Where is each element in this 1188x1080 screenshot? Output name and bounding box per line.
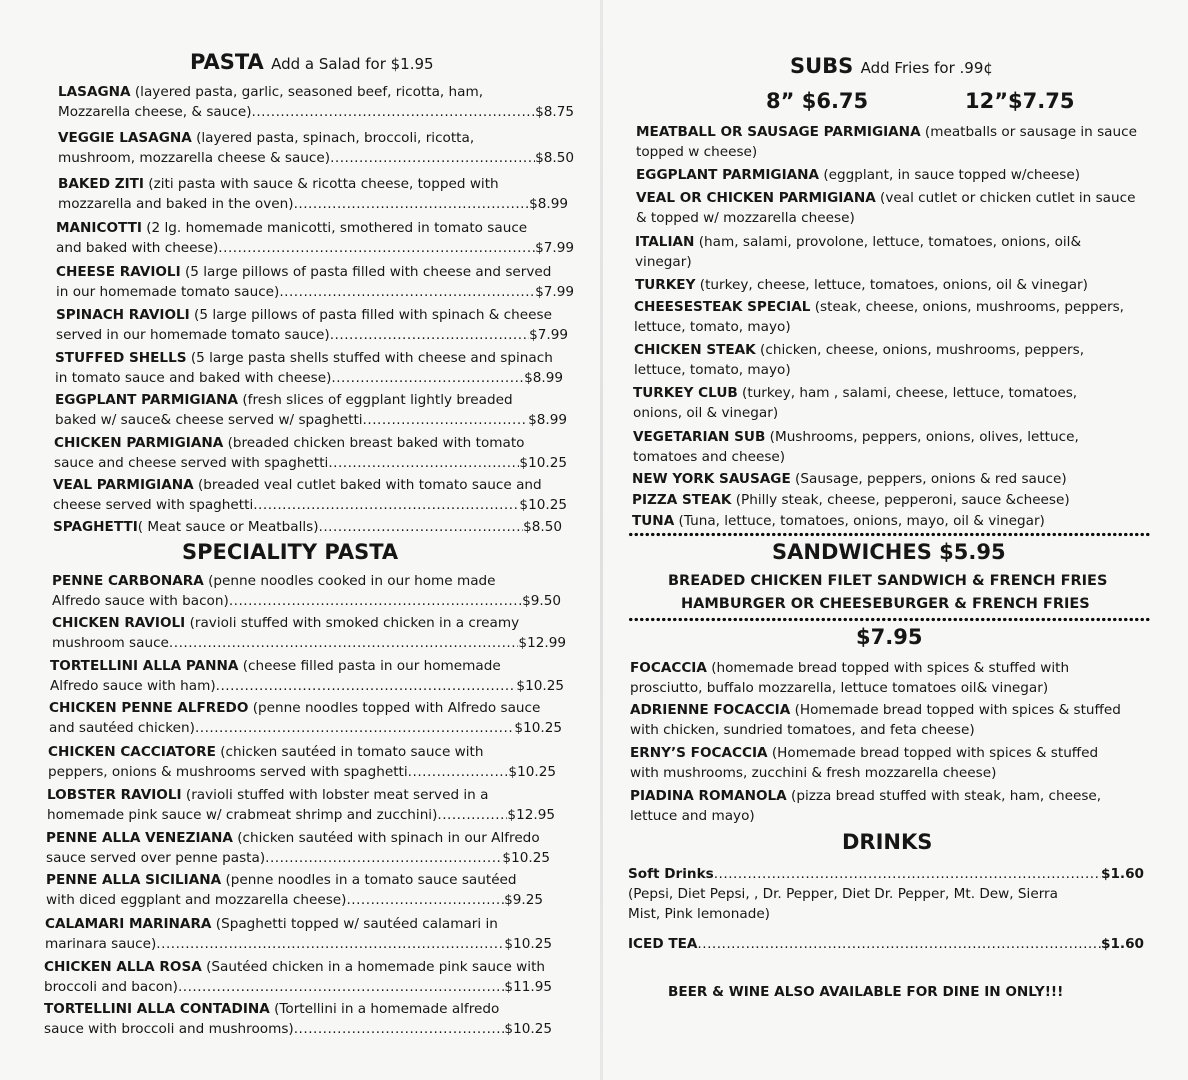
item-price: $10.25 xyxy=(519,455,567,471)
item-price: $10.25 xyxy=(504,936,552,952)
menu-item-chicken-parmigiana: CHICKEN PARMIGIANA (breaded chicken breast baked with tomato sauce and cheese served with spaghetti ..... $10.25 xyxy=(54,433,567,473)
sandwich-hamburger: HAMBURGER OR CHEESEBURGER & FRENCH FRIES xyxy=(681,596,1090,612)
item-price: $10.25 xyxy=(502,850,550,866)
menu-item-spaghetti: SPAGHETTI ( Meat sauce or Meatballs) ..... $8.50 xyxy=(53,517,562,537)
speciality-title: SPECIALITY PASTA xyxy=(182,540,399,564)
menu-item-spinach-ravioli: SPINACH RAVIOLI (5 large pillows of pasta filled with spinach & cheese served in our homemade tomato sauce) ..... $7.99 xyxy=(56,305,568,345)
focaccia-item-erny: ERNY’S FOCACCIA (Homemade bread topped with spices & stuffed with mushrooms, zucchini & fresh mozzarella cheese) xyxy=(630,745,1099,781)
menu-item-manicotti: MANICOTTI (2 lg. homemade manicotti, smothered in tomato sauce and baked with cheese) ..... $7.99 xyxy=(56,218,574,258)
menu-item-tortellini-alla-panna: TORTELLINI ALLA PANNA (cheese filled pasta in our homemade Alfredo sauce with ham) ..... $10.25 xyxy=(50,656,564,696)
focaccia-item-piadina-romanola: PIADINA ROMANOLA (pizza bread stuffed with steak, ham, cheese, lettuce and mayo) xyxy=(630,788,1102,824)
sub-item-chicken-steak: CHICKEN STEAK (chicken, cheese, onions, mushrooms, peppers, lettuce, tomato, mayo) xyxy=(634,342,1085,378)
subs-title: SUBS xyxy=(790,54,854,78)
drink-item-soft-drinks: Soft Drinks ..... $1.60 (Pepsi, Diet Pepsi, , Dr. Pepper, Diet Dr. Pepper, Mt. Dew, Sierra Mist, Pink lemonade) xyxy=(628,864,1144,924)
pasta-heading xyxy=(190,50,434,74)
subs-subtitle: Add Fries for .99¢ xyxy=(860,59,993,77)
sandwich-chicken-filet: BREADED CHICKEN FILET SANDWICH & FRENCH FRIES xyxy=(668,573,1108,589)
item-price: $8.50 xyxy=(535,150,574,166)
sub-item-veal-chicken-parmigiana: VEAL OR CHICKEN PARMIGIANA (veal cutlet or chicken cutlet in sauce & topped w/ mozzarella cheese) xyxy=(636,190,1136,226)
page-fold xyxy=(600,0,603,1080)
item-price: $12.95 xyxy=(507,807,555,823)
menu-item-penne-carbonara: PENNE CARBONARA (penne noodles cooked in our home made Alfredo sauce with bacon) ..... $9.50 xyxy=(52,571,561,611)
item-price: $8.75 xyxy=(535,104,574,120)
item-price: $10.25 xyxy=(519,497,567,513)
menu-item-chicken-cacciatore: CHICKEN CACCIATORE (chicken sautéed in tomato sauce with peppers, onions & mushrooms served with spaghetti ..... $10.25 xyxy=(48,742,556,782)
menu-item-chicken-alla-rosa: CHICKEN ALLA ROSA (Sautéed chicken in a homemade pink sauce with broccoli and bacon) ..... $11.95 xyxy=(44,957,552,997)
drinks-title: DRINKS xyxy=(842,830,933,854)
sub-price-12-inch: 12”$7.75 xyxy=(965,89,1075,113)
sandwiches-title: SANDWICHES $5.95 xyxy=(772,540,1006,564)
item-price: $10.25 xyxy=(504,1021,552,1037)
sub-price-8-inch: 8” $6.75 xyxy=(766,89,869,113)
sub-item-meatball-sausage-parmigiana: MEATBALL OR SAUSAGE PARMIGIANA (meatballs or sausage in sauce topped w cheese) xyxy=(636,124,1137,160)
focaccia-price: $7.95 xyxy=(856,625,923,649)
item-price: $1.60 xyxy=(1101,866,1144,882)
menu-item-stuffed-shells: STUFFED SHELLS (5 large pasta shells stuffed with cheese and spinach in tomato sauce and baked with cheese) ..... $8.99 xyxy=(55,348,563,388)
item-price: $1.60 xyxy=(1101,936,1144,952)
item-price: $10.25 xyxy=(516,678,564,694)
focaccia-item-adrienne: ADRIENNE FOCACCIA (Homemade bread topped with spices & stuffed with chicken, sundried tomatoes, and feta cheese) xyxy=(630,702,1121,738)
item-price: $7.99 xyxy=(535,284,574,300)
menu-item-baked-ziti: BAKED ZITI (ziti pasta with sauce & ricotta cheese, topped with mozzarella and baked in the oven) ..... $8.99 xyxy=(58,174,568,214)
focaccia-item-focaccia: FOCACCIA (homemade bread topped with spices & stuffed with prosciutto, buffalo mozzarella, lettuce tomatoes oil& vinegar) xyxy=(630,660,1070,696)
sub-item-turkey: TURKEY (turkey, cheese, lettuce, tomatoes, onions, oil & vinegar) xyxy=(635,277,1088,293)
menu-item-lobster-ravioli: LOBSTER RAVIOLI (ravioli stuffed with lobster meat served in a homemade pink sauce w/ crabmeat shrimp and zucchini) ..... $12.95 xyxy=(47,785,555,825)
sub-item-eggplant-parmigiana: EGGPLANT PARMIGIANA (eggplant, in sauce topped w/cheese) xyxy=(636,167,1081,183)
menu-item-chicken-penne-alfredo: CHICKEN PENNE ALFREDO (penne noodles topped with Alfredo sauce and sautéed chicken) ..... $10.25 xyxy=(49,698,562,738)
sub-item-tuna: TUNA (Tuna, lettuce, tomatoes, onions, mayo, oil & vinegar) xyxy=(632,513,1045,529)
dotted-divider xyxy=(628,617,1150,622)
sub-item-italian: ITALIAN (ham, salami, provolone, lettuce, tomatoes, onions, oil& vinegar) xyxy=(635,234,1082,270)
menu-item-chicken-ravioli: CHICKEN RAVIOLI (ravioli stuffed with smoked chicken in a creamy mushroom sauce ..... $12.99 xyxy=(52,613,566,653)
sub-item-cheesesteak-special: CHEESESTEAK SPECIAL (steak, cheese, onions, mushrooms, peppers, lettuce, tomato, mayo) xyxy=(634,299,1124,335)
item-price: $7.99 xyxy=(535,240,574,256)
menu-item-calamari-marinara: CALAMARI MARINARA (Spaghetti topped w/ sautéed calamari in marinara sauce) ..... $10.25 xyxy=(45,914,552,954)
item-price: $7.99 xyxy=(529,327,568,343)
menu-item-penne-alla-siciliana: PENNE ALLA SICILIANA (penne noodles in a tomato sauce sautéed with diced eggplant and mozzarella cheese) ..... $9.25 xyxy=(46,870,543,910)
menu-item-veggie-lasagna: VEGGIE LASAGNA (layered pasta, spinach, broccoli, ricotta, mushroom, mozzarella cheese & sauce) ..... $8.50 xyxy=(58,128,574,168)
menu-item-veal-parmigiana: VEAL PARMIGIANA (breaded veal cutlet baked with tomato sauce and cheese served with spaghetti ..... $10.25 xyxy=(53,475,567,515)
item-price: $12.99 xyxy=(518,635,566,651)
item-price: $11.95 xyxy=(504,979,552,995)
sub-item-pizza-steak: PIZZA STEAK (Philly steak, cheese, pepperoni, sauce &cheese) xyxy=(632,492,1070,508)
item-price: $9.50 xyxy=(522,593,561,609)
menu-item-lasagna: LASAGNA (layered pasta, garlic, seasoned beef, ricotta, ham, Mozzarella cheese, & sauce) ..... $8.75 xyxy=(58,82,574,122)
drink-item-iced-tea: ICED TEA ..... $1.60 xyxy=(628,934,1144,954)
item-price: $8.50 xyxy=(523,519,562,535)
item-price: $8.99 xyxy=(524,370,563,386)
pasta-subtitle: Add a Salad for $1.95 xyxy=(271,55,434,73)
menu-item-penne-alla-veneziana: PENNE ALLA VENEZIANA (chicken sautéed with spinach in our Alfredo sauce served over penne pasta) ..... $10.25 xyxy=(46,828,550,868)
item-price: $10.25 xyxy=(514,720,562,736)
subs-heading xyxy=(790,54,993,78)
item-price: $10.25 xyxy=(508,764,556,780)
menu-item-cheese-ravioli: CHEESE RAVIOLI (5 large pillows of pasta filled with cheese and served in our homemade tomato sauce) ..... $7.99 xyxy=(56,262,574,302)
sub-item-new-york-sausage: NEW YORK SAUSAGE (Sausage, peppers, onions & red sauce) xyxy=(632,471,1067,487)
item-price: $8.99 xyxy=(529,196,568,212)
sub-item-turkey-club: TURKEY CLUB (turkey, ham , salami, cheese, lettuce, tomatoes, onions, oil & vinegar) xyxy=(633,385,1078,421)
sub-item-vegetarian: VEGETARIAN SUB (Mushrooms, peppers, onions, olives, lettuce, tomatoes and cheese) xyxy=(633,429,1079,465)
beer-wine-note: BEER & WINE ALSO AVAILABLE FOR DINE IN ONLY!!! xyxy=(668,984,1064,1000)
menu-item-eggplant-parmigiana: EGGPLANT PARMIGIANA (fresh slices of eggplant lightly breaded baked w/ sauce& cheese served w/ spaghetti ..... $8.99 xyxy=(55,390,567,430)
pasta-title: PASTA xyxy=(190,50,264,74)
dotted-divider xyxy=(628,532,1150,537)
menu-item-tortellini-alla-contadina: TORTELLINI ALLA CONTADINA (Tortellini in a homemade alfredo sauce with broccoli and mushrooms) ..... $10.25 xyxy=(44,999,552,1039)
item-price: $8.99 xyxy=(528,412,567,428)
item-price: $9.25 xyxy=(504,892,543,908)
